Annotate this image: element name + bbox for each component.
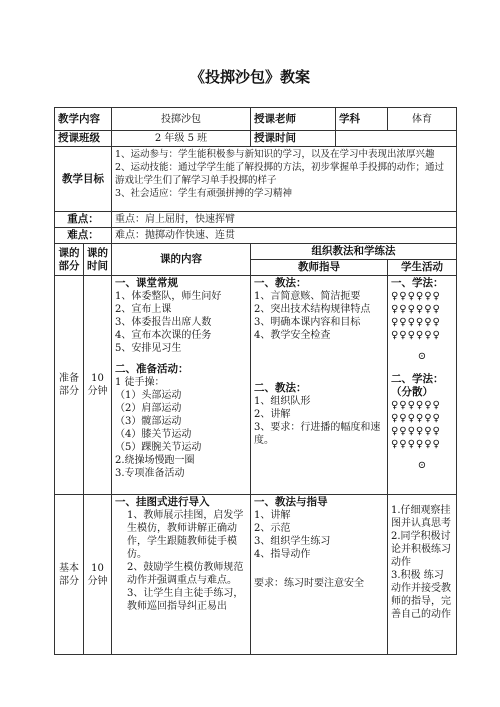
time-label: 授课时间 [251,131,336,147]
difficulty-label: 难点： [55,228,112,244]
section2-part: 基本部分 [55,495,84,655]
content-line: 5、安排见习生 [115,343,182,354]
key-value: 重点：肩上屈肘，快速挥臂 [112,212,457,228]
teacher-heading: 一、教法： [254,277,307,289]
teacher-label: 授课老师 [251,108,336,131]
section1-student [388,276,457,495]
page-title: 《投掷沙包》教案 [189,68,310,86]
class-value: 2 年级 5 班 [112,131,251,147]
content-line: 3、体委报告出席人数 [115,317,212,328]
subject-label: 学科 [336,108,388,131]
content-line: 1 徒手操： [115,377,165,388]
student-heading: 一、学法： [391,277,444,289]
formation-row: ♀♀♀♀♀♀ [391,439,441,450]
teacher-line: 2、讲解 [254,409,291,420]
formation-row: ♀♀♀♀♀♀ [391,413,441,424]
teacher-line: 4、教学安全检查 [254,330,331,341]
teacher-line: 要求：练习时要注意安全 [254,578,364,589]
teacher-line: 1、讲解 [254,510,291,521]
section2-time: 10 分钟 [84,495,112,655]
header-part: 课的部分 [55,244,84,276]
lesson-plan-table [54,107,457,655]
teacher-position-icon: ⊙ [417,351,427,362]
section1-part: 准备部分 [55,276,84,495]
teacher-line: 3、要求：行进播的幅度和速度。 [254,422,381,446]
content-heading: 一、挂图式进行导入 [115,496,210,508]
teacher-line: 4、指导动作 [254,549,311,560]
header-time: 课的时间 [84,244,112,276]
header-content: 课的内容 [112,244,251,276]
header-student: 学生活动 [388,260,457,276]
section2-student [388,495,457,655]
teacher-line: 2、突出技术结构规律特点 [254,304,371,315]
difficulty-value: 难点：抛掷动作快速、连贯 [112,228,457,244]
teacher-line: 3、组织学生练习 [254,536,331,547]
key-label: 重点： [55,212,112,228]
class-label: 授课班级 [55,131,112,147]
teacher-line: 1、言简意赅、简洁扼要 [254,291,361,302]
content-value: 投掷沙包 [112,108,251,131]
content-line: 3、让学生自主徒手练习，教师巡回指导纠正易出 [127,588,244,612]
content-heading: 一、课堂常规 [115,277,178,289]
content-line: （1）头部运动 [115,390,182,401]
teacher-position-icon: ⊙ [417,460,427,471]
content-line: 1、体委整队，师生问好 [115,291,222,302]
goal-line: 3、社会适应：学生有顽强拼搏的学习精神 [115,188,293,199]
header-method: 组织教法和学练法 [251,244,457,260]
section1-content [112,276,251,495]
content-line: 2、鼓励学生模仿教师规范动作并强调重点与难点。 [127,562,244,586]
section1-time: 10 分钟 [84,276,112,495]
teacher-heading: 二、教法： [254,382,307,394]
formation-row: ♀♀♀♀♀♀ [391,317,441,328]
content-line: （3）髋部运动 [115,416,182,427]
goal-line: 2、运动技能：通过学学生能了解投掷的方法，初步掌握单手投掷的动作；通过游戏让学生们了解学习单手投掷的样子 [115,162,445,186]
student-heading: 二、学法：（分散） [391,373,444,398]
content-line: （5）踝腕关节运动 [115,442,202,453]
formation-row: ♀♀♀♀♀♀ [391,330,441,341]
content-line: 3.专项准备活动 [115,468,185,479]
content-heading: 二、准备活动： [115,363,189,375]
teacher-line: 1、组织队形 [254,396,311,407]
content-line: 1、教师展示挂图，启发学生模仿，教师讲解正确动作，学生跟随教师徒手模仿。 [127,510,244,560]
formation-row: ♀♀♀♀♀♀ [391,291,441,302]
section1-teacher [251,276,388,495]
subject-value: 体育 [388,108,457,131]
content-line: （2）肩部运动 [115,403,182,414]
content-line: （4）膝关节运动 [115,429,192,440]
content-line: 4、宣布本次课的任务 [115,330,212,341]
formation-row: ♀♀♀♀♀♀ [391,304,441,315]
content-line: 2.绕操场慢跑一圈 [115,455,195,466]
formation-row: ♀♀♀♀♀♀ [391,426,441,437]
content-label: 教学内容 [55,108,112,131]
teacher-heading: 一、教法与指导 [254,496,328,508]
goal-line: 1、运动参与：学生能积极参与新知识的学习，以及在学习中表现出浓厚兴趣 [115,149,435,160]
section2-teacher [251,495,388,655]
teacher-line: 2、示范 [254,523,291,534]
student-line: 1.仔细观察挂图并认真思考 [391,505,451,529]
goals-text [112,147,457,212]
formation-row: ♀♀♀♀♀♀ [391,400,441,411]
teacher-line: 3、明确本课内容和目标 [254,317,361,328]
goals-label: 教学目标 [55,147,112,212]
section2-content [112,495,251,655]
content-line: 2、宣布上课 [115,304,172,315]
time-value [336,131,457,147]
student-line: 2.同学积极讨论并积极练习动作 [391,531,451,568]
student-line: 3.积极 练习动作并接受教师的指导，完善自己的动作 [391,570,451,620]
header-teacher: 教师指导 [251,260,388,276]
